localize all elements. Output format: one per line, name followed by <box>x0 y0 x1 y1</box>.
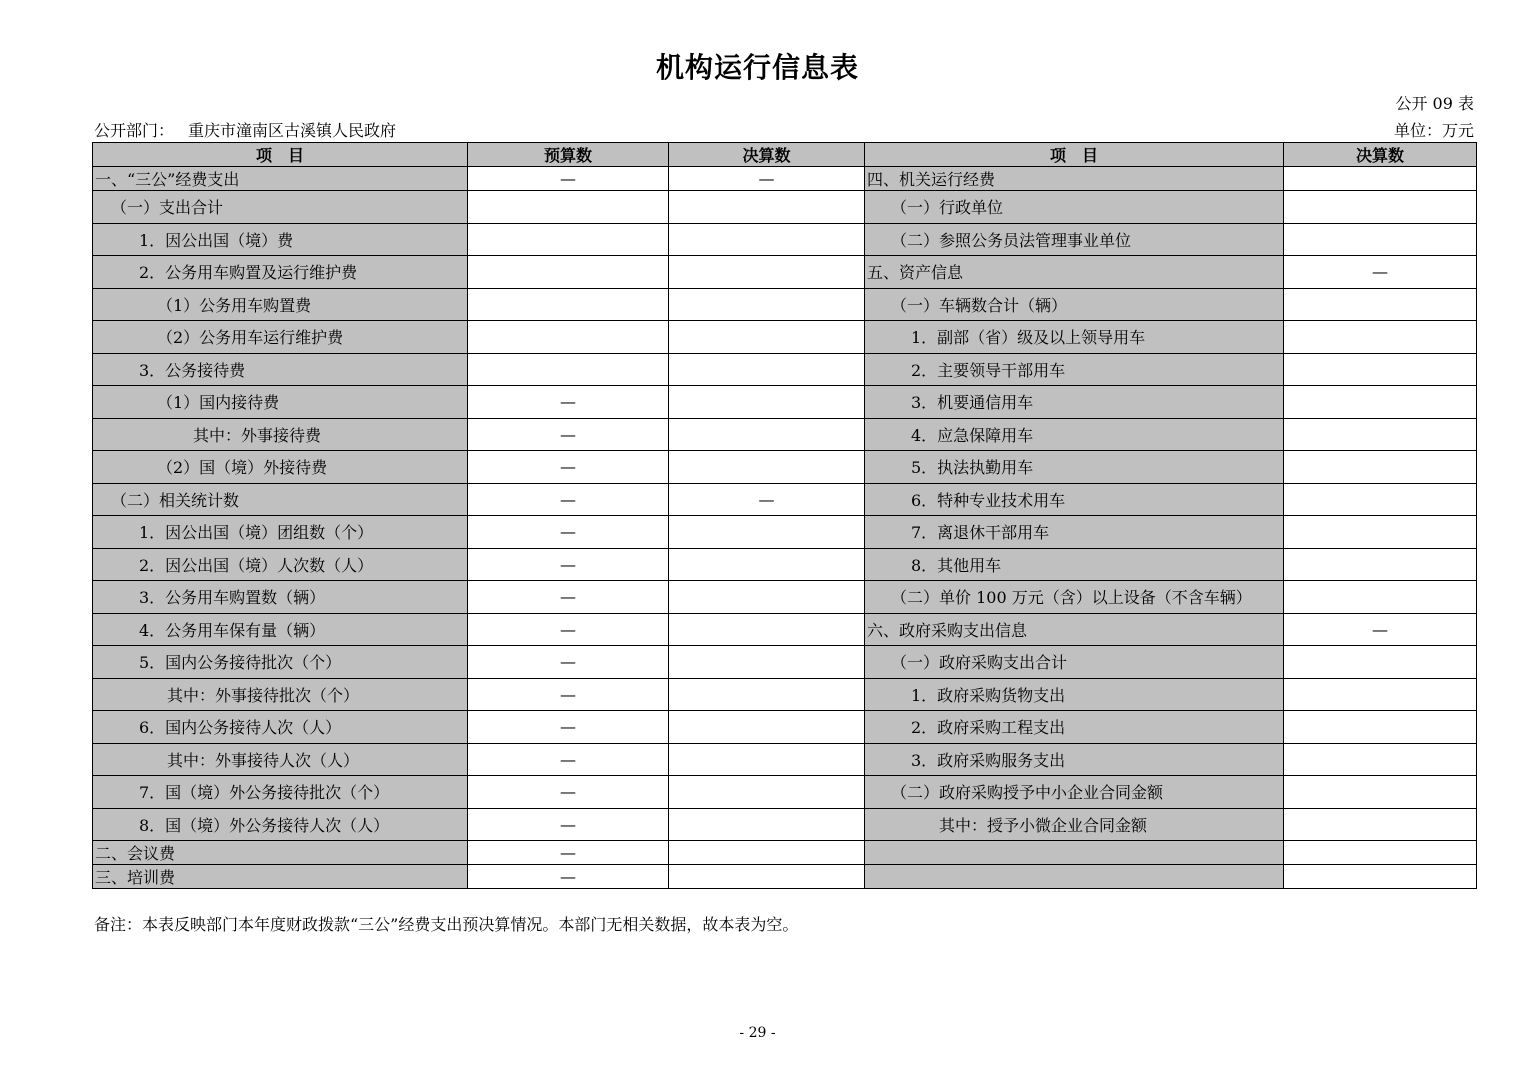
left-item: 三、培训费 <box>93 865 468 889</box>
final-cell: — <box>669 167 865 191</box>
table-note: 备注：本表反映部门本年度财政拨款“三公”经费支出预决算情况。本部门无相关数据，故本表为空。 <box>94 915 799 934</box>
table-row <box>93 256 1477 289</box>
left-item: 其中：外事接待人次（人） <box>93 743 468 776</box>
right-item: 3．机要通信用车 <box>865 386 1284 419</box>
final-cell: — <box>669 483 865 516</box>
right-final-cell <box>1284 581 1477 614</box>
budget-cell: — <box>468 516 669 549</box>
right-item <box>865 865 1284 889</box>
final-cell <box>669 613 865 646</box>
right-item: 四、机关运行经费 <box>865 167 1284 191</box>
right-final-cell <box>1284 191 1477 224</box>
right-item: （一）政府采购支出合计 <box>865 646 1284 679</box>
right-final-cell: — <box>1284 256 1477 289</box>
left-item: （2）公务用车运行维护费 <box>93 321 468 354</box>
header-right-item: 项 目 <box>865 143 1284 167</box>
right-final-cell <box>1284 711 1477 744</box>
right-item: 2．主要领导干部用车 <box>865 353 1284 386</box>
table-row <box>93 548 1477 581</box>
budget-cell: — <box>468 581 669 614</box>
right-final-cell <box>1284 451 1477 484</box>
final-cell <box>669 646 865 679</box>
final-cell <box>669 808 865 841</box>
table-row <box>93 808 1477 841</box>
right-final-cell <box>1284 743 1477 776</box>
right-final-cell <box>1284 808 1477 841</box>
table-row <box>93 167 1477 191</box>
left-item: 二、会议费 <box>93 841 468 865</box>
table-row <box>93 678 1477 711</box>
right-item: 5．执法执勤用车 <box>865 451 1284 484</box>
left-item: 4．公务用车保有量（辆） <box>93 613 468 646</box>
right-final-cell <box>1284 678 1477 711</box>
header-final: 决算数 <box>669 143 865 167</box>
table-row <box>93 418 1477 451</box>
left-item: 7．国（境）外公务接待批次（个） <box>93 776 468 809</box>
left-item: （二）相关统计数 <box>93 483 468 516</box>
department-label: 公开部门： <box>94 121 175 140</box>
table-row <box>93 386 1477 419</box>
right-final-cell <box>1284 386 1477 419</box>
table-row <box>93 841 1477 865</box>
budget-cell: — <box>468 743 669 776</box>
right-final-cell <box>1284 548 1477 581</box>
budget-cell: — <box>468 865 669 889</box>
right-final-cell <box>1284 646 1477 679</box>
right-item: （一）车辆数合计（辆） <box>865 288 1284 321</box>
budget-cell: — <box>468 841 669 865</box>
table-row <box>93 288 1477 321</box>
table-row <box>93 743 1477 776</box>
header-left-item: 项 目 <box>93 143 468 167</box>
final-cell <box>669 256 865 289</box>
right-item: 其中：授予小微企业合同金额 <box>865 808 1284 841</box>
budget-cell <box>468 288 669 321</box>
right-final-cell <box>1284 841 1477 865</box>
final-cell <box>669 418 865 451</box>
right-final-cell <box>1284 483 1477 516</box>
final-cell <box>669 353 865 386</box>
budget-cell: — <box>468 776 669 809</box>
page-title: 机构运行信息表 <box>655 51 859 84</box>
department-line <box>94 118 396 141</box>
table-row <box>93 613 1477 646</box>
right-item: 8．其他用车 <box>865 548 1284 581</box>
right-item: （二）参照公务员法管理事业单位 <box>865 223 1284 256</box>
left-item: 一、“三公”经费支出 <box>93 167 468 191</box>
table-row <box>93 711 1477 744</box>
right-final-cell <box>1284 321 1477 354</box>
budget-cell: — <box>468 451 669 484</box>
right-final-cell: — <box>1284 613 1477 646</box>
right-item <box>865 841 1284 865</box>
left-item: 3．公务用车购置数（辆） <box>93 581 468 614</box>
right-item: 2．政府采购工程支出 <box>865 711 1284 744</box>
table-row <box>93 483 1477 516</box>
table-row <box>93 353 1477 386</box>
final-cell <box>669 678 865 711</box>
unit-label: 单位：万元 <box>1393 121 1474 140</box>
budget-cell: — <box>468 711 669 744</box>
info-table <box>92 142 1477 889</box>
budget-cell: — <box>468 808 669 841</box>
department-name: 重庆市潼南区古溪镇人民政府 <box>188 121 397 140</box>
final-cell <box>669 451 865 484</box>
budget-cell: — <box>468 167 669 191</box>
final-cell <box>669 288 865 321</box>
final-cell <box>669 386 865 419</box>
final-cell <box>669 321 865 354</box>
right-item: 7．离退休干部用车 <box>865 516 1284 549</box>
right-item: （二）单价 100 万元（含）以上设备（不含车辆） <box>865 581 1284 614</box>
left-item: （1）公务用车购置费 <box>93 288 468 321</box>
final-cell <box>669 223 865 256</box>
table-row <box>93 223 1477 256</box>
final-cell <box>669 191 865 224</box>
final-cell <box>669 841 865 865</box>
budget-cell: — <box>468 548 669 581</box>
left-item: （2）国（境）外接待费 <box>93 451 468 484</box>
table-row <box>93 321 1477 354</box>
right-item: 1．政府采购货物支出 <box>865 678 1284 711</box>
right-final-cell <box>1284 223 1477 256</box>
table-row <box>93 865 1477 889</box>
budget-cell <box>468 321 669 354</box>
table-row <box>93 516 1477 549</box>
table-row <box>93 451 1477 484</box>
right-item: 六、政府采购支出信息 <box>865 613 1284 646</box>
budget-cell: — <box>468 418 669 451</box>
budget-cell <box>468 223 669 256</box>
right-final-cell <box>1284 516 1477 549</box>
right-final-cell <box>1284 353 1477 386</box>
budget-cell <box>468 353 669 386</box>
final-cell <box>669 516 865 549</box>
table-row <box>93 581 1477 614</box>
final-cell <box>669 776 865 809</box>
final-cell <box>669 581 865 614</box>
budget-cell <box>468 191 669 224</box>
budget-cell: — <box>468 483 669 516</box>
left-item: 3．公务接待费 <box>93 353 468 386</box>
final-cell <box>669 548 865 581</box>
budget-cell: — <box>468 386 669 419</box>
right-item: （一）行政单位 <box>865 191 1284 224</box>
right-item: 4．应急保障用车 <box>865 418 1284 451</box>
right-final-cell <box>1284 865 1477 889</box>
budget-cell: — <box>468 613 669 646</box>
table-row <box>93 776 1477 809</box>
right-final-cell <box>1284 288 1477 321</box>
left-item: （1）国内接待费 <box>93 386 468 419</box>
left-item: 其中：外事接待批次（个） <box>93 678 468 711</box>
right-item: 3．政府采购服务支出 <box>865 743 1284 776</box>
left-item: （一）支出合计 <box>93 191 468 224</box>
left-item: 1．因公出国（境）费 <box>93 223 468 256</box>
right-final-cell <box>1284 776 1477 809</box>
final-cell <box>669 711 865 744</box>
form-number: 公开 09 表 <box>1395 94 1474 113</box>
header-budget: 预算数 <box>468 143 669 167</box>
left-item: 2．因公出国（境）人次数（人） <box>93 548 468 581</box>
left-item: 1．因公出国（境）团组数（个） <box>93 516 468 549</box>
right-item: （二）政府采购授予中小企业合同金额 <box>865 776 1284 809</box>
left-item: 8．国（境）外公务接待人次（人） <box>93 808 468 841</box>
right-item: 6．特种专业技术用车 <box>865 483 1284 516</box>
table-row <box>93 191 1477 224</box>
final-cell <box>669 743 865 776</box>
right-item: 五、资产信息 <box>865 256 1284 289</box>
right-final-cell <box>1284 418 1477 451</box>
left-item: 2．公务用车购置及运行维护费 <box>93 256 468 289</box>
final-cell <box>669 865 865 889</box>
budget-cell: — <box>468 678 669 711</box>
table-row <box>93 646 1477 679</box>
right-final-cell <box>1284 167 1477 191</box>
right-item: 1．副部（省）级及以上领导用车 <box>865 321 1284 354</box>
left-item: 6．国内公务接待人次（人） <box>93 711 468 744</box>
header-right-final: 决算数 <box>1284 143 1477 167</box>
budget-cell: — <box>468 646 669 679</box>
budget-cell <box>468 256 669 289</box>
left-item: 其中：外事接待费 <box>93 418 468 451</box>
left-item: 5．国内公务接待批次（个） <box>93 646 468 679</box>
table-header-row <box>93 143 1477 167</box>
page-number: - 29 - <box>739 1025 776 1041</box>
